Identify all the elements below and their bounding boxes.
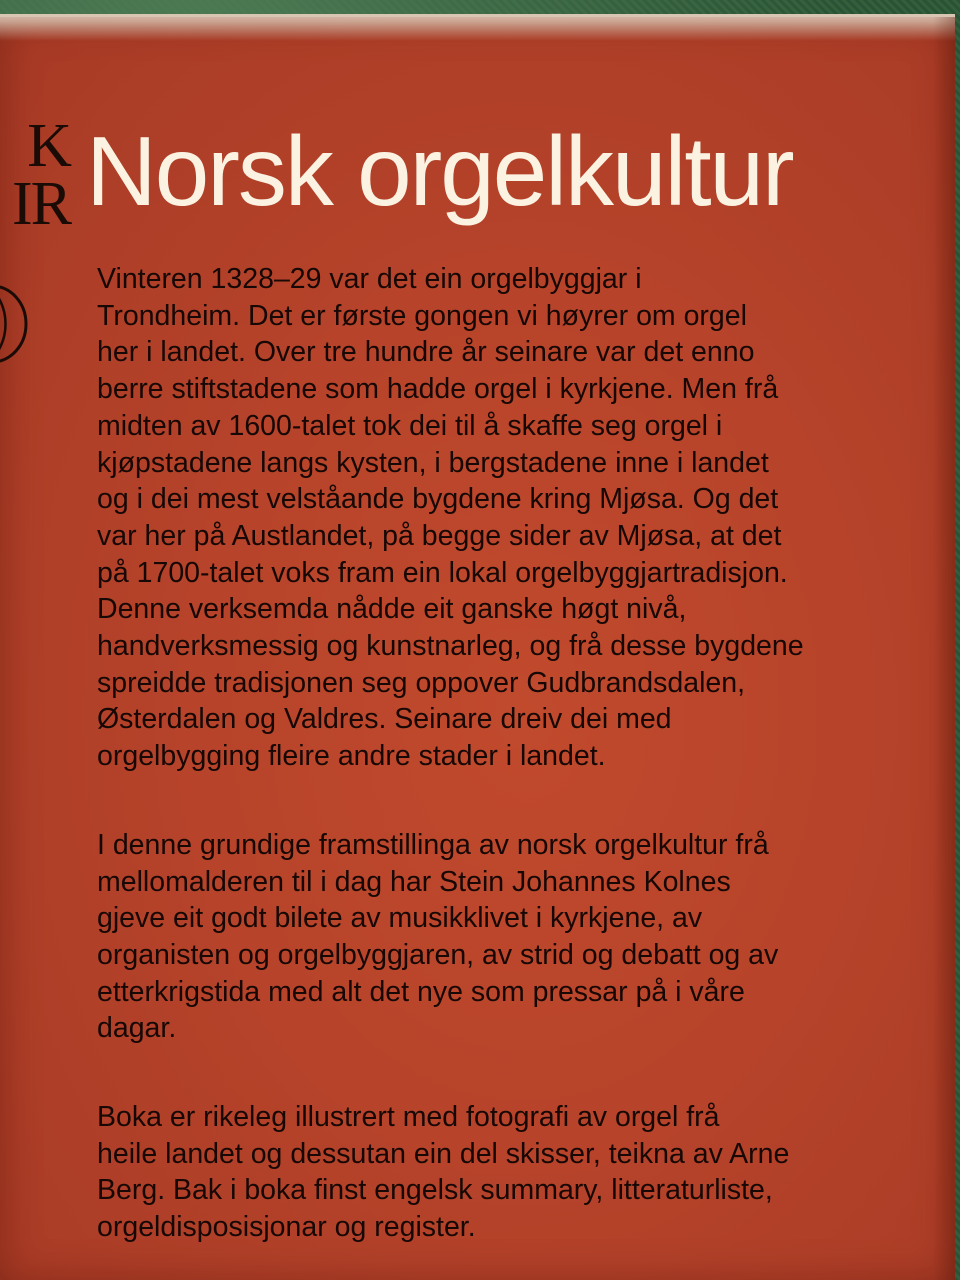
worn-top-edge (0, 17, 955, 41)
blurb-paragraph-1: Vinteren 1328–29 var det ein orgelbyggjar i Trondheim. Det er første gongen vi høyrer om orgel her i landet. Over tre hundre år seinare var det enno berre stiftstadene som hadde orgel i kyrkjene. Men frå midten av 1600-talet tok dei til å skaffe seg orgel i kjøpstadene langs kysten, i bergstadene inne i landet og i dei mest velståande bygdene kring Mjøsa. Og det var her på Austlandet, på begge sider av Mjøsa, at det på 1700-talet voks fram ein lokal orgelbyggjartradisjon. Denne verksemda nådde eit ganske høgt nivå, handverksmessig og kunstnarleg, og frå desse bygdene spreidde tradisjonen seg oppover Gudbrandsdalen, Østerdalen og Valdres. Seinare dreiv dei med orgelbygging fleire andre stader i landet. (97, 263, 804, 773)
book-title: Norsk orgelkultur (86, 116, 793, 226)
blurb (97, 261, 937, 1246)
spine-ornament-icon (0, 279, 30, 369)
blurb-paragraph-2: I denne grundige framstillinga av norsk orgelkultur frå mellomalderen til i dag har Stein Johannes Kolnes gjeve eit godt bilete av musikklivet i kyrkjene, av organisten og orgelbyggjaren, av strid og debatt og av etterkrigstida med alt det nye som pressar på i våre dagar. (97, 828, 779, 1045)
spine-title-fragment: K IR (12, 112, 70, 238)
book-back-cover (0, 14, 955, 1280)
blurb-paragraph-3: Boka er rikeleg illustrert med fotografi av orgel frå heile landet og dessutan ein del skisser, teikna av Arne Berg. Bak i boka finst engelsk summary, litteraturliste, orgeldisposisjonar og register. (97, 1101, 790, 1244)
